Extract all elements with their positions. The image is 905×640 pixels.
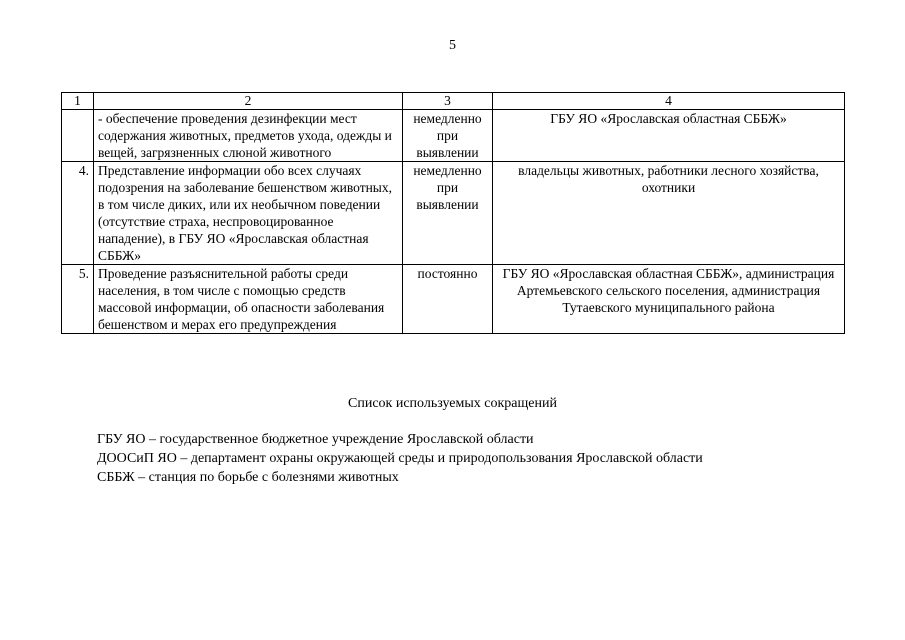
row-number-cell [62,110,94,162]
action-cell: - обеспечение проведения дезинфекции мест содержания животных, предметов ухода, одежды и вещей, загрязненных слюной животного [94,110,403,162]
row-number-cell: 5. [62,265,94,334]
header-cell-1: 1 [62,93,94,110]
term-cell: постоянно [403,265,493,334]
measures-table [61,92,845,334]
action-cell: Представление информации обо всех случаях подозрения на заболевание бешенством животных, в том числе диких, или их необычном поведении (отсутствие страха, неспровоцированное нападение), в ГБУ ЯО «Ярославская областная СББЖ» [94,162,403,265]
page-number: 5 [449,38,456,53]
header-cell-3: 3 [403,93,493,110]
header-cell-2: 2 [94,93,403,110]
term-cell: немедленно при выявлении [403,162,493,265]
executors-cell: ГБУ ЯО «Ярославская областная СББЖ», администрация Артемьевского сельского поселения, администрация Тутаевского муниципального района [493,265,845,334]
abbreviation-item: ДООСиП ЯО – департамент охраны окружающей среды и природопользования Ярославской области [97,451,703,466]
table-header-row [62,93,845,110]
header-cell-4: 4 [493,93,845,110]
term-cell: немедленно при выявлении [403,110,493,162]
action-cell: Проведение разъяснительной работы среди населения, в том числе с помощью средств массовой информации, об опасности заболевания бешенством и мерах его предупреждения [94,265,403,334]
abbreviation-item: СББЖ – станция по борьбе с болезнями животных [97,470,399,485]
table-row [62,110,845,162]
abbreviation-item: ГБУ ЯО – государственное бюджетное учреждение Ярославской области [97,432,534,447]
table-row [62,162,845,265]
table-row [62,265,845,334]
abbreviations-title: Список используемых сокращений [348,396,557,411]
row-number-cell: 4. [62,162,94,265]
executors-cell: ГБУ ЯО «Ярославская областная СББЖ» [493,110,845,162]
executors-cell: владельцы животных, работники лесного хозяйства, охотники [493,162,845,265]
abbreviations-list [97,430,837,487]
